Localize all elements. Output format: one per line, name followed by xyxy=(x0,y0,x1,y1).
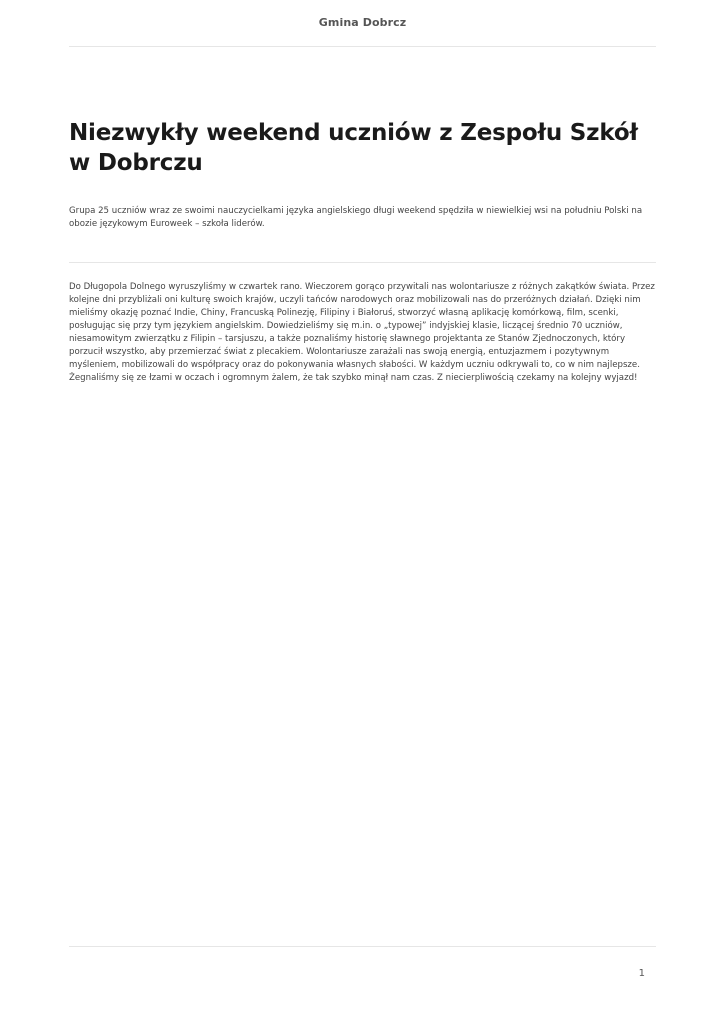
article-body: Do Długopola Dolnego wyruszyliśmy w czwartek rano. Wieczorem gorąco przywitali nas wolontariusze z różnych zakątków świata. Przez kolejne dni przybliżali oni kulturę swoich krajów, uczyli tańców narodowych oraz mobilizowali nas do przeróżnych działań. Dzięki nim mieliśmy okazję poznać Indie, Chiny, Francuską Polinezję, Filipiny i Białoruś, stworzyć własną aplikację komórkową, film, scenki, posługując się przy tym językiem angielskim. Dowiedzieliśmy się m.in. o „typowej” indyjskiej klasie, liczącej średnio 70 uczniów, niesamowitym zwierzątku z Filipin – tarsjuszu, a także poznaliśmy historię sławnego projektanta ze Stanów Zjednoczonych, który porzucił wszystko, aby przemierzać świat z plecakiem. Wolontariusze zarażali nas swoją energią, entuzjazmem i pozytywnym myśleniem, mobilizowali do współpracy oraz do pokonywania własnych słabości. W każdym uczniu odkrywali to, co w nim najlepsze. Żegnaliśmy się ze łzami w oczach i ogromnym żalem, że tak szybko minął nam czas. Z niecierpliwością czekamy na kolejny wyjazd! xyxy=(69,282,655,383)
header-divider xyxy=(69,46,656,47)
site-header-title: Gmina Dobrcz xyxy=(318,16,407,29)
footer-divider xyxy=(69,946,656,947)
article-title: Niezwykły weekend uczniów z Zespołu Szkół w Dobrczu xyxy=(69,120,638,176)
lead-divider xyxy=(69,262,656,263)
page-number: 1 xyxy=(638,968,645,979)
article-lead: Grupa 25 uczniów wraz ze swoimi nauczycielkami języka angielskiego długi weekend spędziła w niewielkiej wsi na południu Polski na obozie językowym Euroweek – szkoła liderów. xyxy=(69,206,643,229)
